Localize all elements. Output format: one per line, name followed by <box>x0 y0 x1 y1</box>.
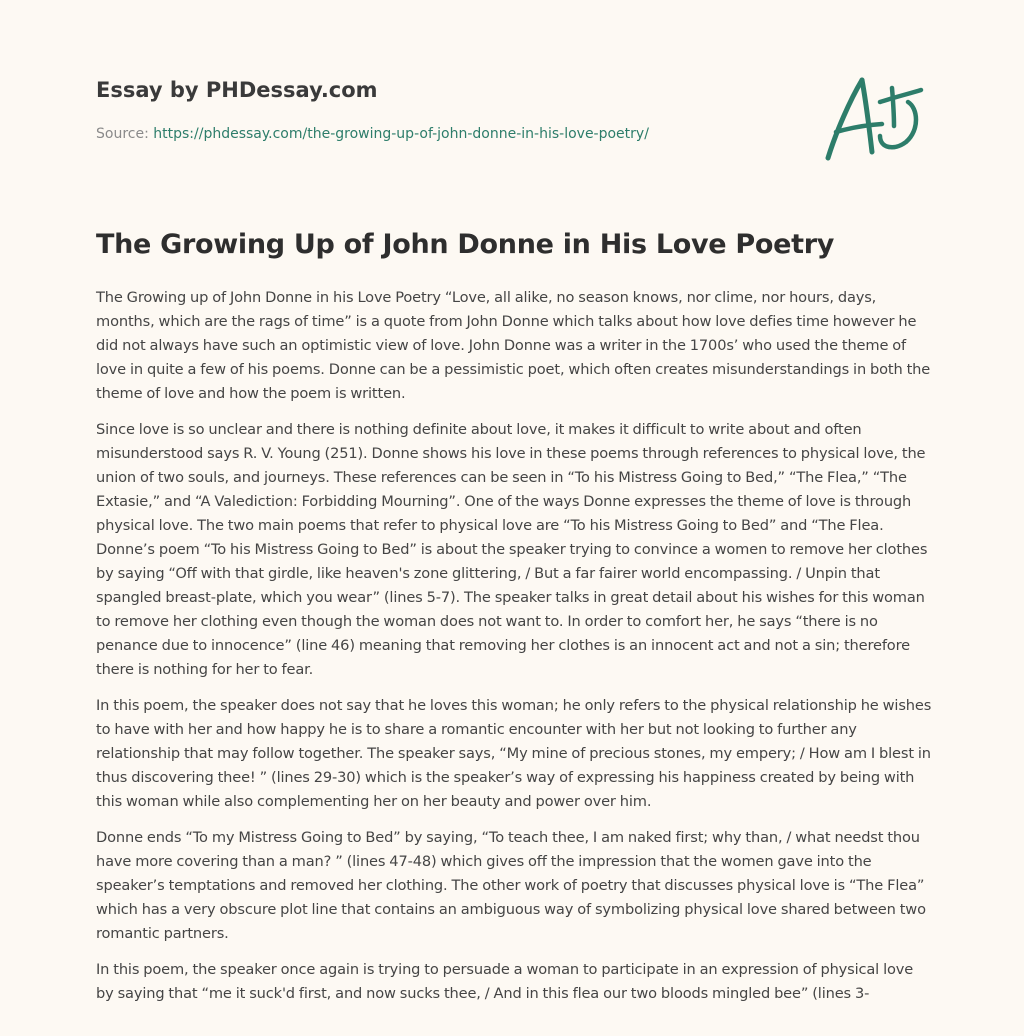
site-title: Essay by PHDessay.com <box>96 78 378 102</box>
a-plus-grade-icon <box>822 68 928 164</box>
essay-paragraph: The Growing up of John Donne in his Love Poetry “Love, all alike, no season knows, nor clime, nor hours, days, months, which are the rags of time” is a quote from John Donne which talks about how love defies time however he did not always have such an optimistic view of love. John Donne was a writer in the 1700s’ who used the theme of love in quite a few of his poems. Donne can be a pessimistic poet, which often creates misunderstandings in both the theme of love and how the poem is written. <box>96 289 931 402</box>
essay-paragraph: In this poem, the speaker once again is trying to persuade a woman to participate in an expression of physical love by saying that “me it suck'd first, and now sucks thee, / And in this flea our two bloods mingled bee” (lines 3- <box>96 961 914 1002</box>
source-link[interactable]: https://phdessay.com/the-growing-up-of-john-donne-in-his-love-poetry/ <box>153 126 649 142</box>
essay-title: The Growing Up of John Donne in His Love Poetry <box>96 229 835 260</box>
essay-paragraph: Donne ends “To my Mistress Going to Bed” by saying, “To teach thee, I am naked first; why than, / what needst thou have more covering than a man? ” (lines 47-48) which gives off the impression that the women gave into the speaker’s temptations and removed her clothing. The other work of poetry that discusses physical love is “The Flea” which has a very obscure plot line that contains an ambiguous way of symbolizing physical love shared between two romantic partners. <box>96 829 926 942</box>
essay-body <box>96 286 934 1018</box>
essay-paragraph: Since love is so unclear and there is nothing definite about love, it makes it difficult to write about and often misunderstood says R. V. Young (251). Donne shows his love in these poems through references to physical love, the union of two souls, and journeys. These references can be seen in “To his Mistress Going to Bed,” “The Flea,” “The Extasie,” and “A Valediction: Forbidding Mourning”. One of the ways Donne expresses the theme of love is through physical love. The two main poems that refer to physical love are “To his Mistress Going to Bed” and “The Flea. Donne’s poem “To his Mistress Going to Bed” is about the speaker trying to convince a women to remove her clothes by saying “Off with that girdle, like heaven's zone glittering, / But a far fairer world encompassing. / Unpin that spangled breast-plate, which you wear” (lines 5-7). The speaker talks in great detail about his wishes for this woman to remove her clothing even though the woman does not want to. In order to comfort her, he says “there is no penance due to innocence” (line 46) meaning that removing her clothes is an innocent act and not a sin; therefore there is nothing for her to fear. <box>96 421 928 678</box>
essay-paragraph: In this poem, the speaker does not say that he loves this woman; he only refers to the physical relationship he wishes to have with her and how happy he is to share a romantic encounter with her but not looking to further any relationship that may follow together. The speaker says, “My mine of precious stones, my empery; / How am I blest in thus discovering thee! ” (lines 29-30) which is the speaker’s way of expressing his happiness created by being with this woman while also complementing her on her beauty and power over him. <box>96 697 932 810</box>
page-header <box>96 76 736 144</box>
source-line <box>96 124 736 144</box>
source-label: Source: <box>96 126 154 142</box>
